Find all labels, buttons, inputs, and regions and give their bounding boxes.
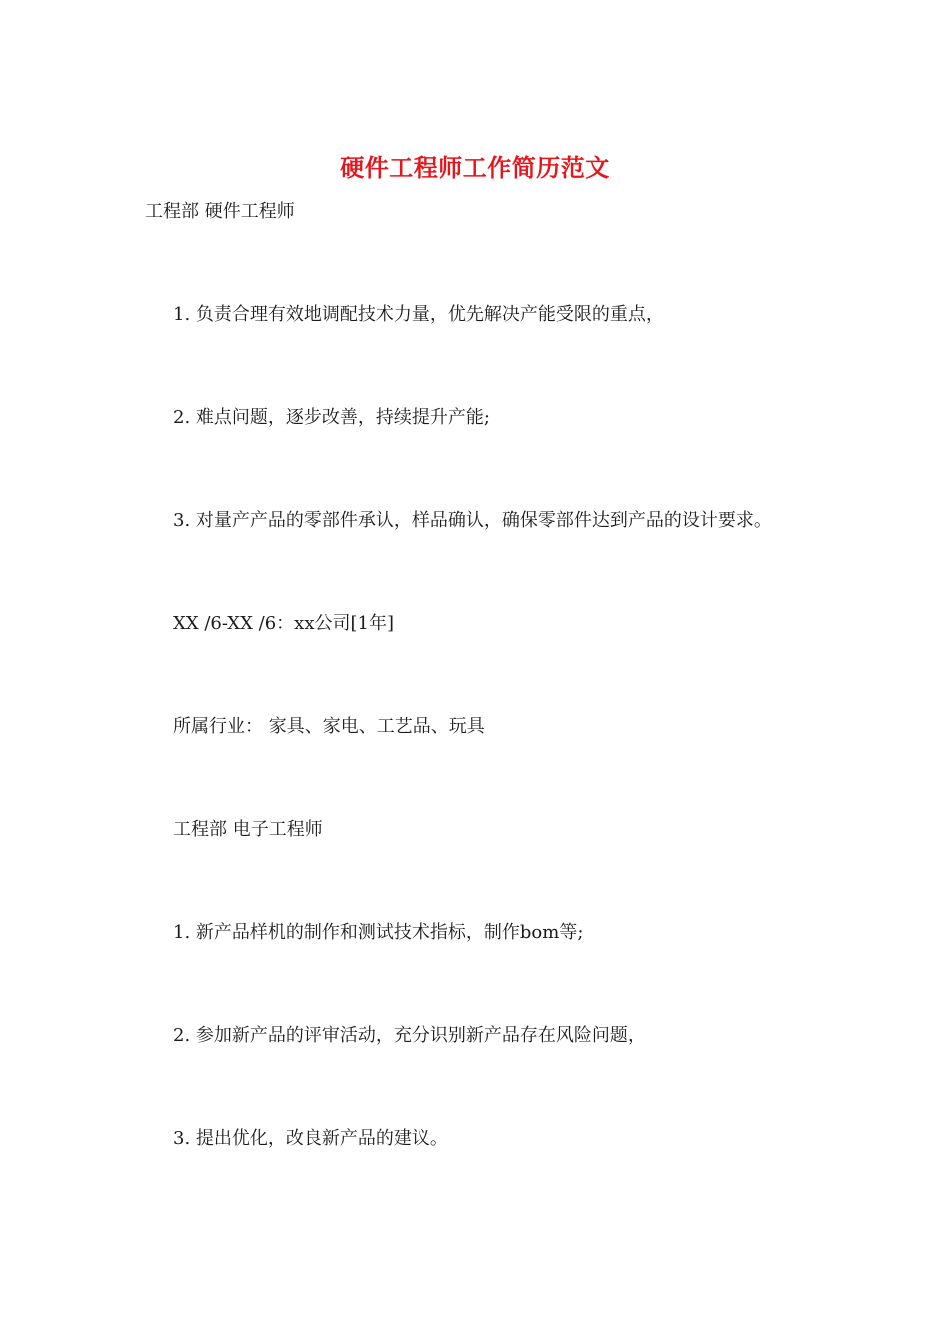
paragraph-line: 3. 提出优化，改良新产品的建议。: [173, 1128, 448, 1149]
industry-line: 所属行业： 家具、家电、工艺品、玩具: [173, 716, 485, 737]
paragraph-line: 2. 难点问题，逐步改善，持续提升产能;: [173, 407, 490, 428]
document-title: 硬件工程师工作简历范文: [340, 153, 610, 182]
section-heading: 工程部 电子工程师: [173, 819, 323, 840]
paragraph-line: 1. 新产品样机的制作和测试技术指标，制作bom等;: [173, 922, 584, 943]
section-heading: 工程部 硬件工程师: [145, 201, 295, 222]
paragraph-line: 1. 负责合理有效地调配技术力量，优先解决产能受限的重点，: [173, 304, 664, 325]
employment-period: XX /6-XX /6：xx公司[1年]: [173, 613, 394, 634]
paragraph-line: 2. 参加新产品的评审活动，充分识别新产品存在风险问题，: [173, 1025, 646, 1046]
paragraph-line: 3. 对量产产品的零部件承认，样品确认，确保零部件达到产品的设计要求。: [173, 510, 772, 531]
